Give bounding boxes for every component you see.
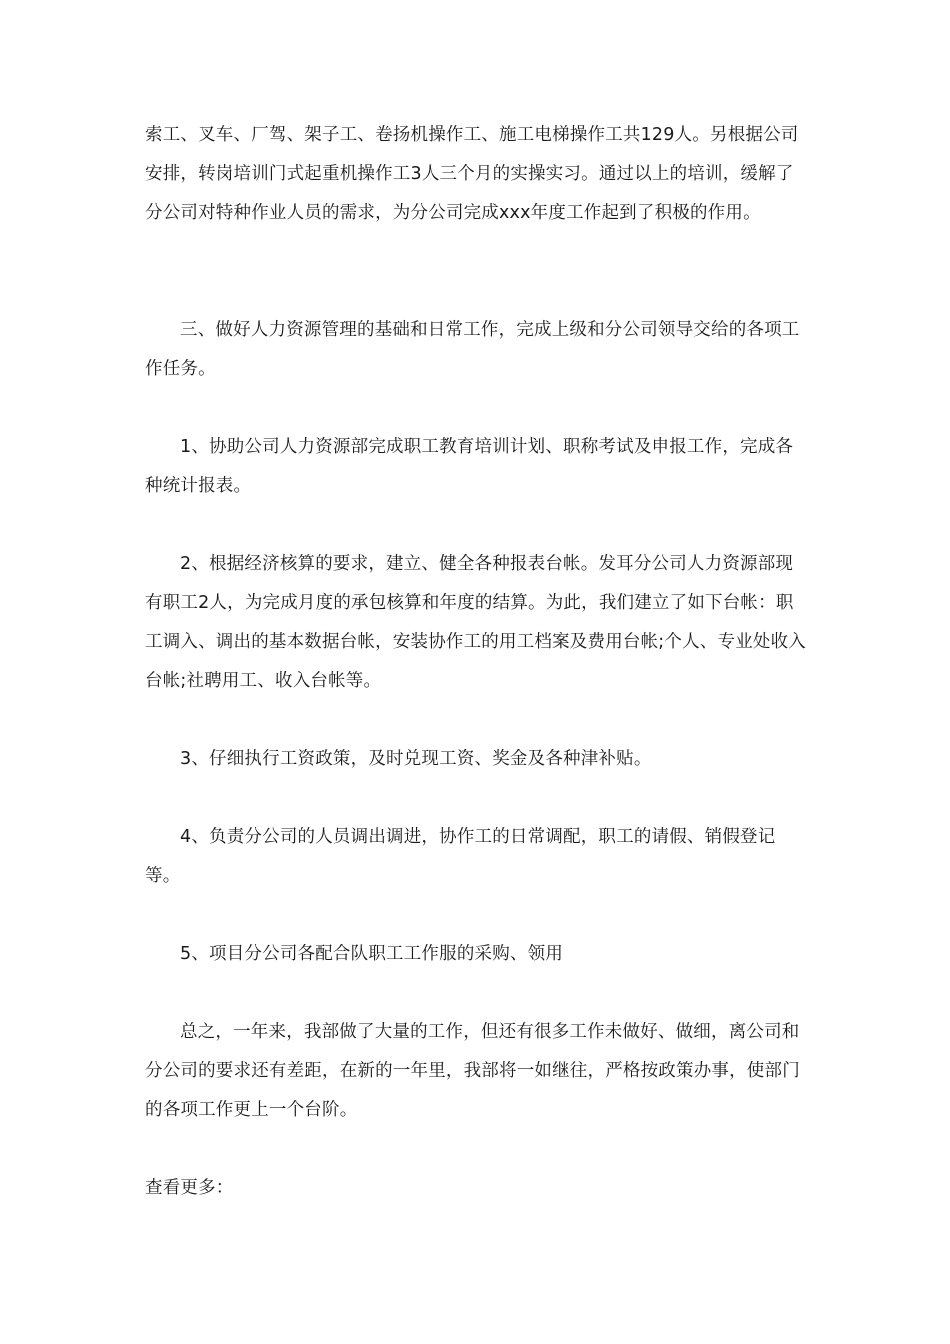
paragraph-item-4: 4、负责分公司的人员调出调进，协作工的日常调配，职工的请假、销假登记等。	[145, 827, 776, 886]
paragraph-training-summary: 索工、叉车、厂驾、架子工、卷扬机操作工、施工电梯操作工共129人。另根据公司安排，转岗培训门式起重机操作工3人三个月的实操实习。通过以上的培训，缓解了分公司对特种作业人员的需求，为分公司完成xxx年度工作起到了积极的作用。	[145, 125, 799, 223]
paragraph-item-2: 2、根据经济核算的要求，建立、健全各种报表台帐。发耳分公司人力资源部现有职工2人，为完成月度的承包核算和年度的结算。为此，我们建立了如下台帐：职工调入、调出的基本数据台帐，安装协作工的用工档案及费用台帐;个人、专业处收入台帐;社聘用工、收入台帐等。	[145, 554, 806, 691]
paragraph-item-5: 5、项目分公司各配合队职工工作服的采购、领用	[180, 944, 564, 964]
paragraph-item-1: 1、协助公司人力资源部完成职工教育培训计划、职称考试及申报工作，完成各种统计报表。	[145, 437, 794, 496]
paragraph-section-three-heading: 三、做好人力资源管理的基础和日常工作，完成上级和分公司领导交给的各项工作任务。	[145, 320, 800, 379]
paragraph-conclusion: 总之，一年来，我部做了大量的工作，但还有很多工作未做好、做细，离公司和分公司的要求还有差距，在新的一年里，我部将一如继往，严格按政策办事，使部门的各项工作更上一个台阶。	[145, 1022, 800, 1120]
see-more-link[interactable]: 查看更多：	[145, 1178, 234, 1198]
paragraph-item-3: 3、仔细执行工资政策，及时兑现工资、奖金及各种津补贴。	[180, 749, 652, 769]
